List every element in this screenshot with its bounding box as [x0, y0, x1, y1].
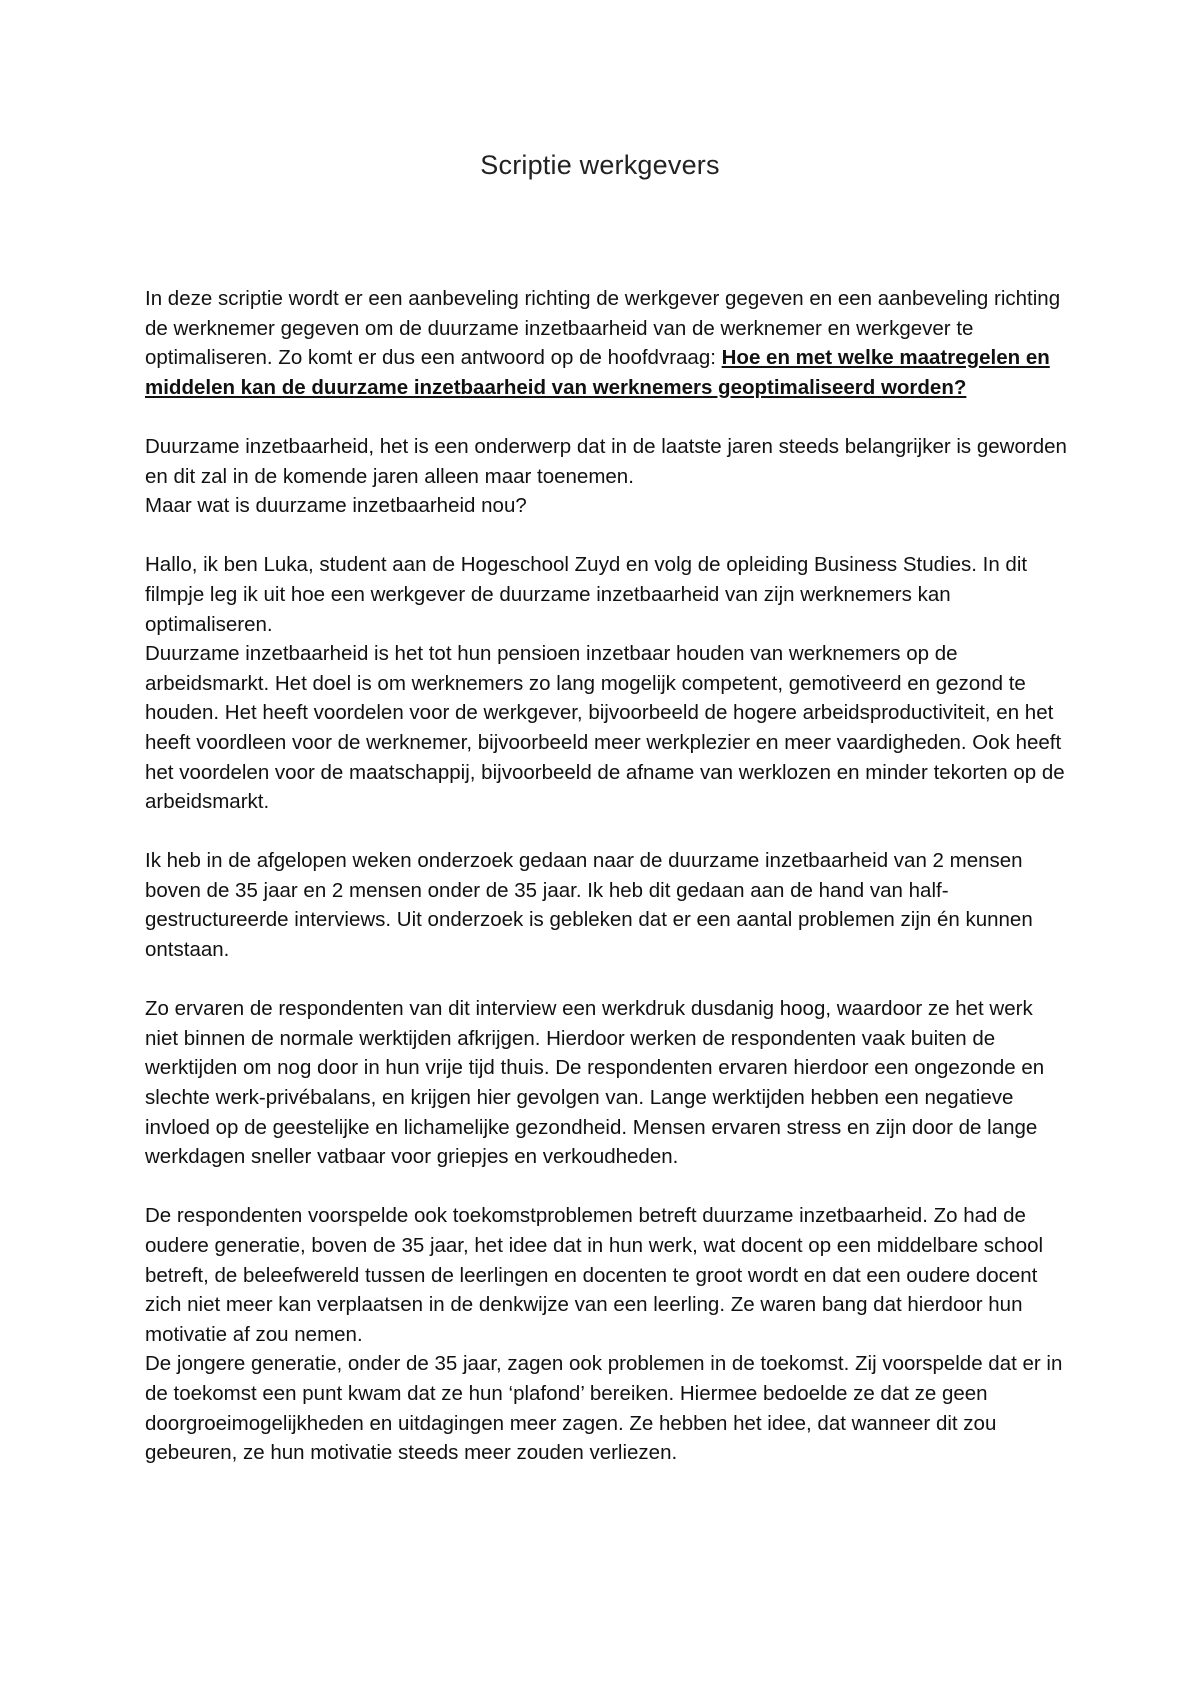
- paragraph-line: Zo ervaren de respondenten van dit interview een werkdruk dusdanig hoog, waardoor ze het werk niet binnen de normale werktijden afkrijgen. Hierdoor werken de respondenten vaak buiten de werktijden om nog door in hun vrije tijd thuis. De respondenten ervaren hierdoor een ongezonde en slechte werk-privébalans, en krijgen hier gevolgen van. Lange werktijden hebben een negatieve invloed op de geestelijke en lichamelijke gezondheid. Mensen ervaren stress en zijn door de lange werkdagen sneller vatbaar voor griepjes en verkoudheden.: [145, 997, 1045, 1169]
- paragraph-line: Duurzame inzetbaarheid is het tot hun pensioen inzetbaar houden van werknemers op de arbeidsmarkt. Het doel is om werknemers zo lang mogelijk competent, gemotiveerd en gezond te houden. Het heeft voordelen voor de werkgever, bijvoorbeeld de hogere arbeidsproductiviteit, en het heeft voordleen voor de werknemer, bijvoorbeeld meer werkplezier en meer vaardigheden. Ook heeft het voordelen voor de maatschappij, bijvoorbeeld de afname van werklozen en minder tekorten op de arbeidsmarkt.: [145, 642, 1065, 814]
- paragraph-line: De jongere generatie, onder de 35 jaar, zagen ook problemen in de toekomst. Zij voorspelde dat er in de toekomst een punt kwam dat ze hun ‘plafond’ bereiken. Hiermee bedoelde ze dat ze geen doorgroeimogelijkheden en uitdagingen meer zagen. Ze hebben het idee, dat wanneer dit zou gebeuren, ze hun motivatie steeds meer zouden verliezen.: [145, 1352, 1063, 1465]
- paragraph-line: De respondenten voorspelde ook toekomstproblemen betreft duurzame inzetbaarheid. Zo had de oudere generatie, boven de 35 jaar, het idee dat in hun werk, wat docent op een middelbare school betreft, de beleefwereld tussen de leerlingen en docenten te groot wordt en dat een oudere docent zich niet meer kan verplaatsen in de denkwijze van een leerling. Ze waren bang dat hierdoor hun motivatie af zou nemen.: [145, 1204, 1044, 1346]
- paragraph-research: [145, 846, 1070, 964]
- paragraph-line: Maar wat is duurzame inzetbaarheid nou?: [145, 494, 527, 518]
- paragraph-topic: [145, 432, 1070, 521]
- main-question: Hoe en met welke maatregelen en middelen kan de duurzame inzetbaarheid van werknemers geoptimaliseerd worden?: [145, 346, 1050, 399]
- paragraph-intro: [145, 284, 1070, 402]
- document-title: Scriptie werkgevers: [480, 150, 720, 180]
- paragraph-introduction: [145, 550, 1070, 816]
- paragraph-workload: [145, 994, 1070, 1172]
- document-body: [145, 284, 1070, 1497]
- paragraph-line: Hallo, ik ben Luka, student aan de Hogeschool Zuyd en volg de opleiding Business Studies. In dit filmpje leg ik uit hoe een werkgever de duurzame inzetbaarheid van zijn werknemers kan optimaliseren.: [145, 553, 1028, 636]
- paragraph-future: [145, 1201, 1070, 1467]
- paragraph-line: Ik heb in de afgelopen weken onderzoek gedaan naar de duurzame inzetbaarheid van 2 mensen boven de 35 jaar en 2 mensen onder de 35 jaar. Ik heb dit gedaan aan de hand van half-gestructureerde interviews. Uit onderzoek is gebleken dat er een aantal problemen zijn én kunnen ontstaan.: [145, 849, 1033, 962]
- intro-text: In deze scriptie wordt er een aanbeveling richting de werkgever gegeven en een aanbeveling richting de werknemer gegeven om de duurzame inzetbaarheid van de werknemer en werkgever te optimaliseren. Zo komt er dus een antwoord op de hoofdvraag:: [145, 287, 1061, 370]
- paragraph-line: Duurzame inzetbaarheid, het is een onderwerp dat in de laatste jaren steeds belangrijker is geworden en dit zal in de komende jaren alleen maar toenemen.: [145, 434, 1067, 488]
